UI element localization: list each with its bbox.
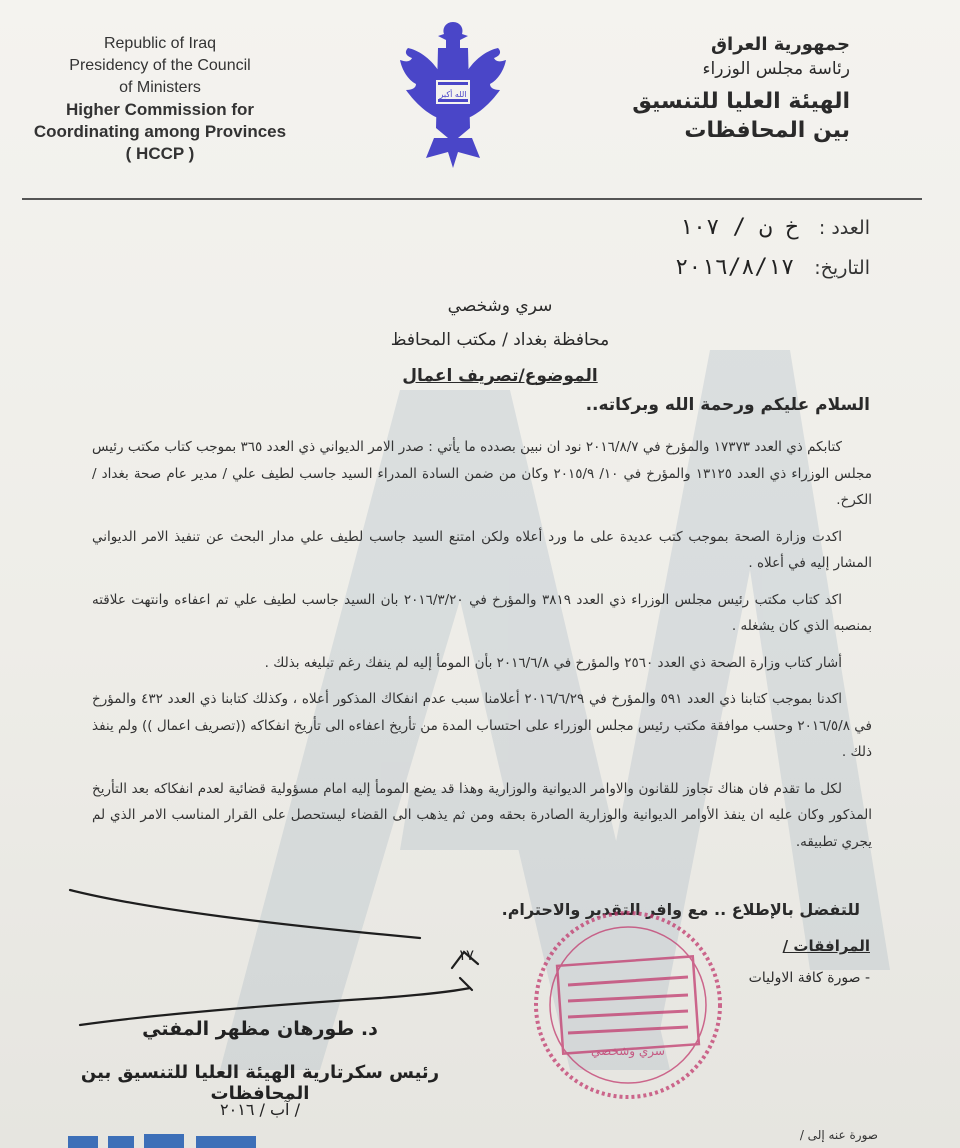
watermark-logo-fragment	[60, 1132, 270, 1148]
header-ar-line: جمهورية العراق	[710, 34, 850, 55]
header-arabic	[550, 33, 850, 145]
reference-date-label: التاريخ:	[814, 257, 870, 279]
header-divider	[22, 198, 922, 200]
iraq-eagle-emblem-icon	[398, 18, 508, 178]
attachment-item: - صورة كافة الاوليات	[748, 970, 870, 986]
letter-body	[92, 434, 872, 865]
subject: الموضوع/تصريف اعمال	[402, 366, 598, 386]
handwritten-signature	[60, 880, 480, 1030]
header-ar-line: رئاسة مجلس الوزراء	[702, 59, 850, 79]
attachments-title: المرافقات /	[782, 937, 870, 955]
signatory-name: د. طورهان مظهر المفتي	[142, 1018, 378, 1040]
header-en-bold-line: Higher Commission for	[66, 100, 254, 119]
reference-number-value: خ ن / ١٠٧	[679, 215, 799, 240]
reference-number-label: العدد :	[818, 217, 870, 239]
header-en-bold-line: ( HCCP )	[125, 144, 195, 163]
header-english	[20, 33, 300, 165]
official-stamp	[528, 905, 728, 1105]
body-paragraph: أشار كتاب وزارة الصحة ذي العدد ٢٥٦٠ والمؤرخ في ٢٠١٦/٦/٨ بأن المومأ إليه لم ينفك رغم تبليغه بذلك .	[264, 654, 842, 671]
handwritten-mark: ١٧	[458, 946, 475, 964]
footer-note: صورة عنه إلى /	[799, 1128, 878, 1142]
header-en-line: Republic of Iraq	[103, 35, 217, 52]
classification: سري وشخصي	[447, 296, 553, 316]
reference-number	[680, 215, 870, 240]
header-en-line: of Ministers	[119, 79, 201, 96]
header-en-line: Presidency of the Council	[69, 57, 251, 74]
body-paragraph: اكدت وزارة الصحة بموجب كتب عديدة على ما ورد أعلاه ولكن امتنع السيد جاسب لطيف علي مدار البحث عن تنفيذ الامر الديواني المشار إليه في أعلاه .	[92, 528, 872, 571]
header-ar-line: الهيئة العليا للتنسيق	[632, 89, 850, 114]
reference-date-value: ٢٠١٦/٨/١٧	[675, 255, 795, 280]
emblem-text: الله أكبر	[439, 90, 467, 99]
body-paragraph: لكل ما تقدم فان هناك تجاوز للقانون والاوامر الديوانية والوزارية وهذا قد يضع المومأ إليه امام مسؤولية قضائية لعدم انفكاكه بعد التأريخ المذكور وكان عليه ان ينفذ الأوامر الديوانية والوزارية الصادرة بحقه ومن ثم يذهب الى القضاء ليستحصل على القرار المناسب الامر الذي لم يجري تطبيقه.	[92, 780, 872, 850]
header-en-bold-line: Coordinating among Provinces	[33, 122, 287, 141]
body-paragraph: اكد كتاب مكتب رئيس مجلس الوزراء ذي العدد ٣٨١٩ والمؤرخ في ٢٠١٦/٣/٢٠ بان السيد جاسب لطيف علي تم اعفاءه وانتهت علاقته بمنصبه الذي كان يشغله .	[92, 591, 872, 634]
signatory-title: رئيس سكرتارية الهيئة العليا للتنسيق بين المحافظات	[80, 1062, 440, 1104]
subject-line	[300, 366, 700, 386]
closing-line: للتفضل بالإطلاع .. مع وافر التقدير والاحترام.	[501, 900, 860, 919]
greeting: السلام عليكم ورحمة الله وبركاته..	[585, 395, 870, 415]
reference-date	[675, 255, 870, 280]
recipient: محافظة بغداد / مكتب المحافظ	[390, 330, 610, 350]
stamp-text: سري وشخصي	[591, 1044, 665, 1058]
body-paragraph: اكدنا بموجب كتابنا ذي العدد ٥٩١ والمؤرخ في ٢٠١٦/٦/٢٩ أعلامنا سبب عدم انفكاك المذكور أعلاه ، وكذلك كتابنا ذي العدد ٤٣٢ والمؤرخ في ٢٠١٦/٥/٨ وحسب موافقة مكتب رئيس مجلس الوزراء على احتساب المدة من تأريخ اعفاءه الى تأريخ انفكاكه ((تصريف اعمال )) ولم ينفذ ذلك .	[92, 691, 873, 760]
header-ar-line: بين المحافظات	[684, 118, 850, 143]
signatory-date: / آب / ٢٠١٦	[220, 1100, 300, 1119]
body-paragraph: كتابكم ذي العدد ١٧٣٧٣ والمؤرخ في ٢٠١٦/٨/٧ نود ان نبين بصدده ما يأتي : صدر الامر الديواني ذي العدد ٣٦٥ بموجب كتاب مكتب رئيس مجلس الوزراء ذي العدد ١٣١٢٥ والمؤرخ في ١٠/ ٢٠١٥/٩ وكان من ضمن السادة المدراء السيد جاسب لطيف علي / مدير عام صحة بغداد / الكرخ.	[92, 439, 872, 508]
